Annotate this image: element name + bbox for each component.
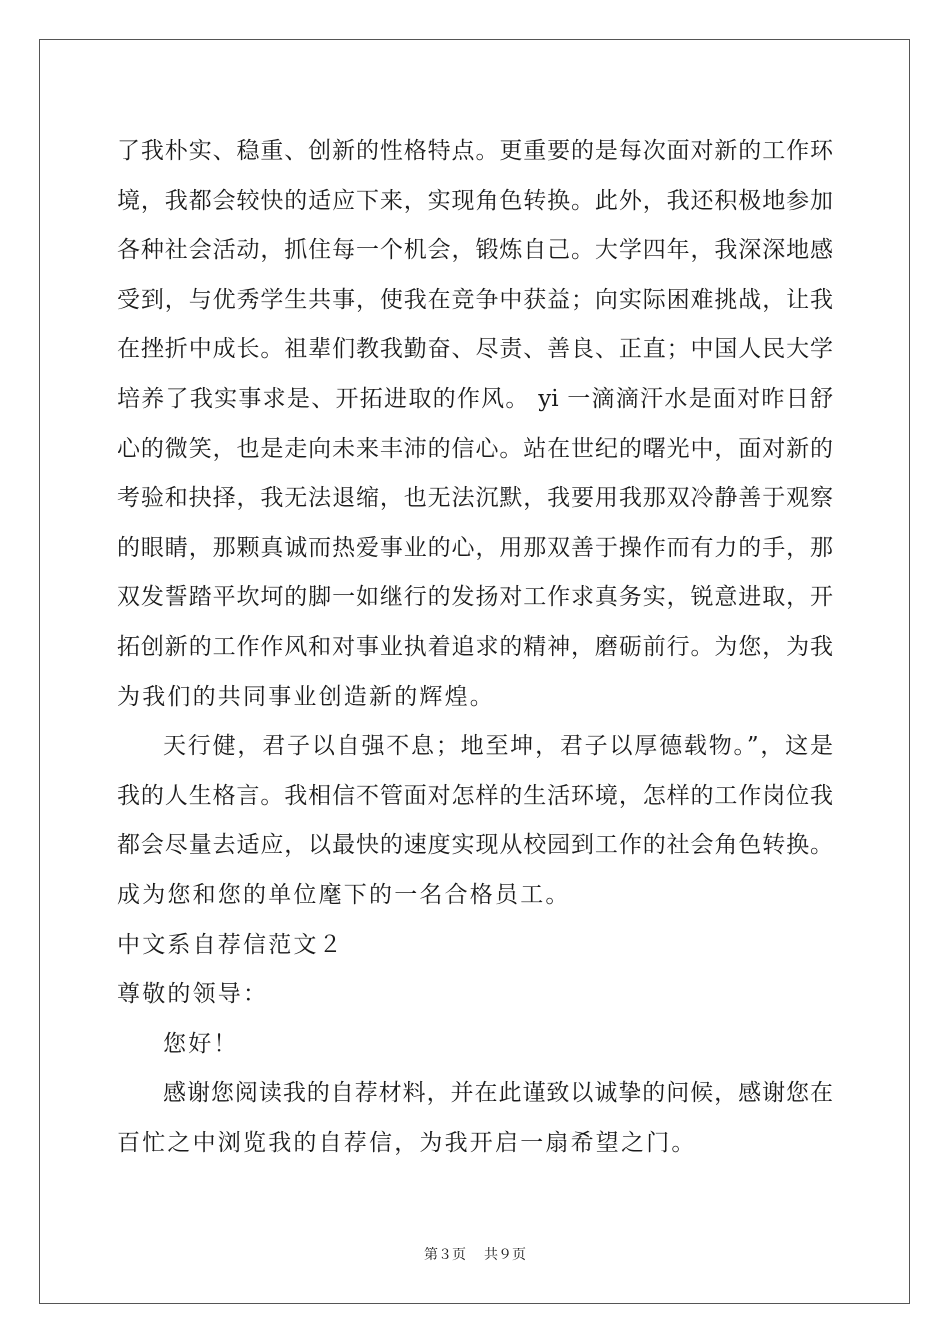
text-line: 了我朴实、稳重、创新的性格特点。更重要的是每次面对新的工作环 <box>117 138 833 164</box>
text-line: 拓创新的工作作风和对事业执着追求的精神，磨砺前行。为您，为我 <box>117 633 833 660</box>
salutation: 尊敬的领导： <box>117 981 269 1008</box>
paragraph-last-line: 成为您和您的单位麾下的一名合格员工。 <box>117 881 571 908</box>
page-total: 共９页 <box>484 1247 526 1263</box>
page-footer <box>0 1244 950 1264</box>
text-line: 都会尽量去适应，以最快的速度实现从校园到工作的社会角色转换。 <box>117 832 833 859</box>
paragraph-first-line: 天行健，君子以自强不息；地至坤，君子以厚德载物。”，这是 <box>163 733 833 760</box>
text-line: 心的微笑，也是走向未来丰沛的信心。站在世纪的曙光中，面对新的 <box>117 435 833 462</box>
greeting: 您好！ <box>163 1030 239 1057</box>
text-line: 的眼睛，那颗真诚而热爱事业的心，用那双善于操作而有力的手，那 <box>117 534 833 561</box>
text-line: 双发誓踏平坎坷的脚一如继行的发扬对工作求真务实，锐意进取，开 <box>117 584 833 611</box>
section-heading: 中文系自荐信范文２ <box>117 931 344 958</box>
text-line: 在挫折中成长。祖辈们教我勤奋、尽责、善良、正直；中国人民大学 <box>117 336 833 363</box>
paragraph-first-line: 感谢您阅读我的自荐材料，并在此谨致以诚挚的问候，感谢您在 <box>163 1080 833 1107</box>
text-line: 我的人生格言。我相信不管面对怎样的生活环境，怎样的工作岗位我 <box>117 782 833 809</box>
text-line: 培养了我实事求是、开拓进取的作风。 yi 一滴滴汗水是面对昨日舒 <box>117 385 833 412</box>
document-body <box>117 127 833 1168</box>
paragraph-last-line: 百忙之中浏览我的自荐信，为我开启一扇希望之门。 <box>117 1129 697 1156</box>
paragraph-last-line: 为我们的共同事业创造新的辉煌。 <box>117 683 495 710</box>
text-line: 受到，与优秀学生共事，使我在竞争中获益；向实际困难挑战，让我 <box>117 286 833 313</box>
text-line: 考验和抉择，我无法退缩，也无法沉默，我要用我那双冷静善于观察 <box>117 485 833 512</box>
page-number: 第３页 <box>424 1247 466 1263</box>
text-line: 各种社会活动，抓住每一个机会，锻炼自己。大学四年，我深深地感 <box>117 237 833 264</box>
text-line: 境，我都会较快的适应下来，实现角色转换。此外，我还积极地参加 <box>117 187 833 214</box>
